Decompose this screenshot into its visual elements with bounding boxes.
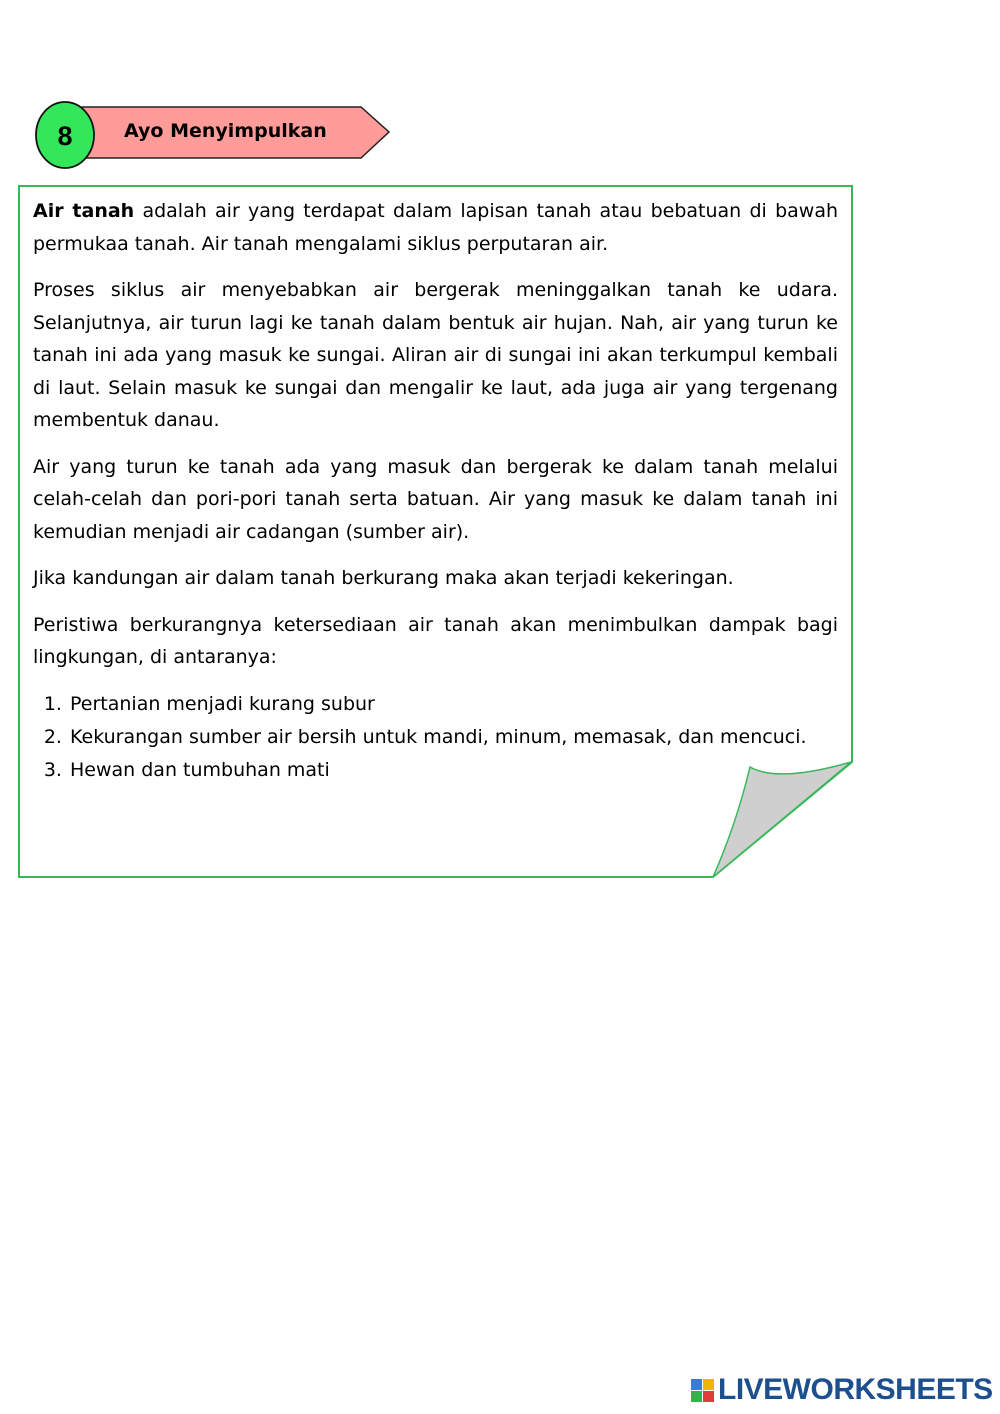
logo-text: LIVEWORKSHEETS — [718, 1373, 993, 1406]
list-item: 3. Hewan dan tumbuhan mati — [68, 754, 838, 787]
content-card — [18, 185, 854, 880]
impact-list — [33, 688, 838, 787]
list-item: 1. Pertanian menjadi kurang subur — [68, 688, 838, 721]
section-header — [34, 100, 394, 172]
liveworksheets-logo — [691, 1374, 993, 1406]
term-air-tanah: Air tanah — [33, 200, 135, 222]
paragraph-4: Jika kandungan air dalam tanah berkurang maka akan terjadi kekeringan. — [33, 567, 734, 589]
paragraph-1-text: adalah air yang terdapat dalam lapisan tanah atau bebatuan di bawah permukaa tanah. Air tanah mengalami siklus perputaran air. — [33, 200, 838, 255]
paragraph-3: Air yang turun ke tanah ada yang masuk dan bergerak ke dalam tanah melalui celah-celah dan pori-pori tanah serta batuan. Air yang masuk ke dalam tanah ini kemudian menjadi air cadangan (sumber air). — [33, 455, 838, 543]
paragraph-5: Peristiwa berkurangnya ketersediaan air tanah akan menimbulkan dampak bagi lingkungan, di antaranya: — [33, 613, 838, 668]
paragraph-2: Proses siklus air menyebabkan air bergerak meninggalkan tanah ke udara. Selanjutnya, air turun lagi ke tanah dalam bentuk air hujan. Nah, air yang turun ke tanah ini ada yang masuk ke sungai. Aliran air di sungai ini akan terkumpul kembali di laut. Selain masuk ke sungai dan mengalir ke laut, ada juga air yang tergenang membentuk danau. — [33, 279, 838, 431]
content-text — [33, 195, 838, 787]
section-number: 8 — [57, 120, 73, 151]
list-item: 2. Kekurangan sumber air bersih untuk mandi, minum, memasak, dan mencuci. — [68, 721, 838, 754]
section-title: Ayo Menyimpulkan — [124, 120, 327, 142]
paragraph-1 — [33, 195, 838, 260]
logo-blocks-icon — [691, 1379, 714, 1402]
